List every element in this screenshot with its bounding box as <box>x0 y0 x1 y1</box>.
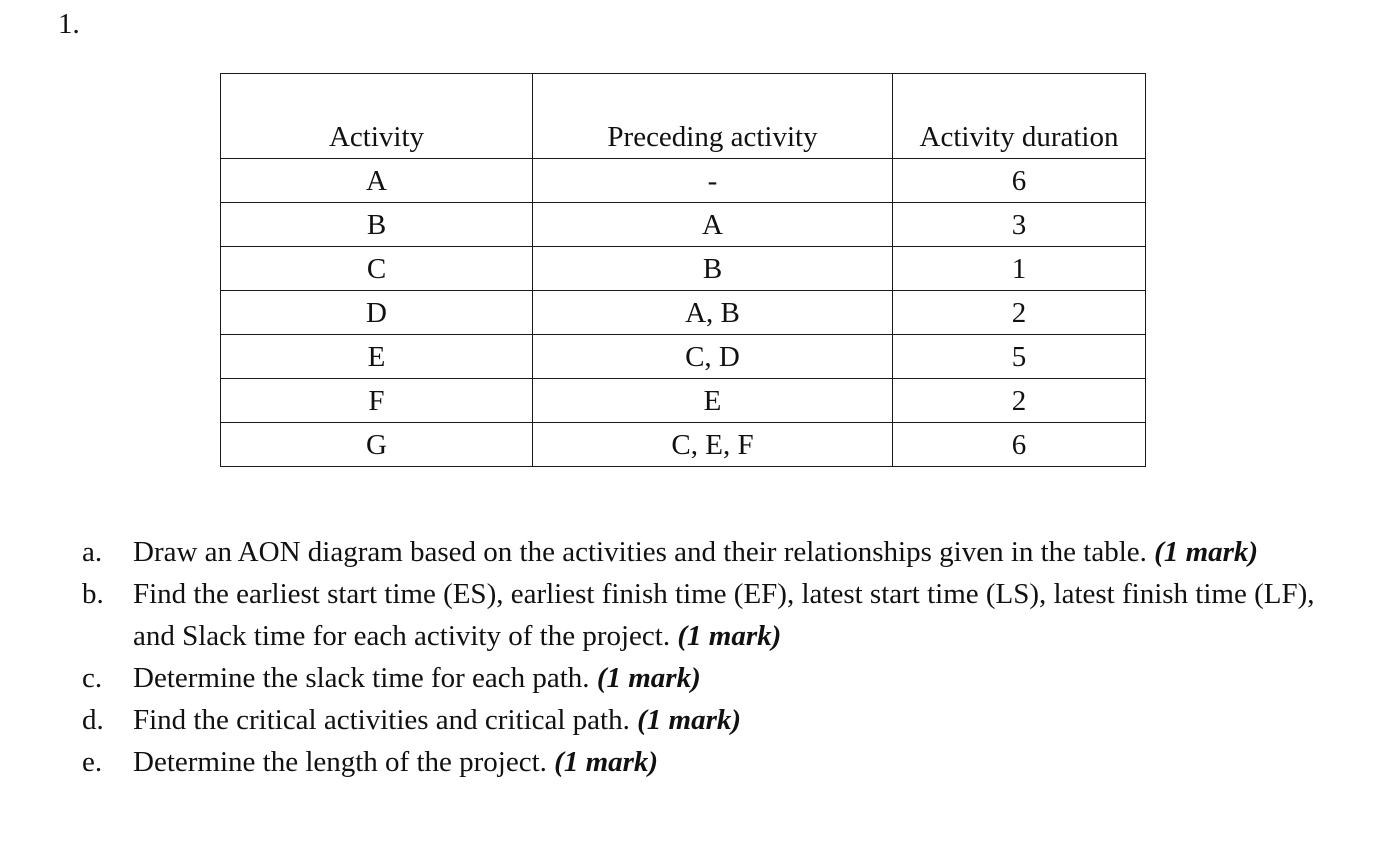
cell-preceding: B <box>533 247 893 291</box>
header-activity: Activity <box>221 74 533 159</box>
header-activity-duration: Activity duration <box>893 74 1146 159</box>
table-row <box>221 247 1146 291</box>
task-mark: (1 mark) <box>677 620 782 652</box>
cell-preceding: C, D <box>533 335 893 379</box>
cell-duration: 6 <box>893 159 1146 203</box>
task-text: Find the earliest start time (ES), earliest finish time (EF), latest start time (LS), latest finish time (LF), and Slack time for each activity of the project. <box>133 578 1315 652</box>
task-mark: (1 mark) <box>637 704 742 736</box>
list-marker: c. <box>82 662 103 694</box>
cell-duration: 1 <box>893 247 1146 291</box>
cell-activity: E <box>221 335 533 379</box>
task-list <box>76 531 1336 783</box>
cell-preceding: - <box>533 159 893 203</box>
list-item <box>76 573 1336 657</box>
cell-preceding: C, E, F <box>533 423 893 467</box>
list-marker: e. <box>82 746 103 778</box>
list-item <box>76 741 1336 783</box>
question-number: 1. <box>58 8 80 40</box>
task-text: Determine the length of the project. <box>133 746 547 778</box>
activity-table <box>220 73 1146 467</box>
list-marker: a. <box>82 536 103 568</box>
list-item <box>76 699 1336 741</box>
task-text: Determine the slack time for each path. <box>133 662 590 694</box>
table-row <box>221 291 1146 335</box>
cell-duration: 3 <box>893 203 1146 247</box>
table-row <box>221 423 1146 467</box>
task-mark: (1 mark) <box>554 746 659 778</box>
list-item <box>76 531 1336 573</box>
cell-duration: 2 <box>893 379 1146 423</box>
task-text: Draw an AON diagram based on the activities and their relationships given in the table. <box>133 536 1147 568</box>
task-text: Find the critical activities and critical path. <box>133 704 630 736</box>
header-preceding-activity: Preceding activity <box>533 74 893 159</box>
cell-preceding: A <box>533 203 893 247</box>
table-row <box>221 203 1146 247</box>
list-item <box>76 657 1336 699</box>
list-marker: d. <box>82 704 104 736</box>
cell-activity: D <box>221 291 533 335</box>
cell-activity: C <box>221 247 533 291</box>
table-header-row <box>221 74 1146 159</box>
table-row <box>221 159 1146 203</box>
cell-activity: A <box>221 159 533 203</box>
task-mark: (1 mark) <box>596 662 701 694</box>
cell-preceding: A, B <box>533 291 893 335</box>
cell-preceding: E <box>533 379 893 423</box>
list-marker: b. <box>82 578 104 610</box>
cell-duration: 2 <box>893 291 1146 335</box>
cell-activity: B <box>221 203 533 247</box>
table-row <box>221 379 1146 423</box>
table-row <box>221 335 1146 379</box>
cell-duration: 5 <box>893 335 1146 379</box>
cell-duration: 6 <box>893 423 1146 467</box>
cell-activity: F <box>221 379 533 423</box>
cell-activity: G <box>221 423 533 467</box>
task-mark: (1 mark) <box>1154 536 1259 568</box>
